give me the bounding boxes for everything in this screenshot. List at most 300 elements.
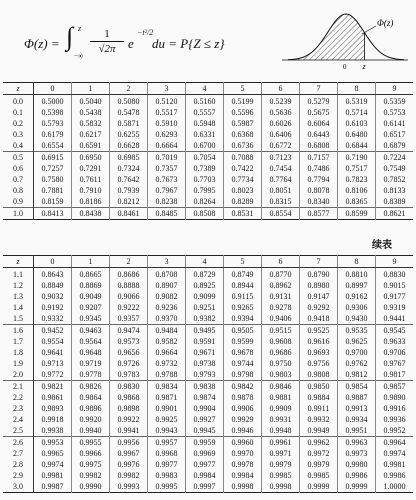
table-cell: 0.9838 — [186, 381, 224, 393]
table-cell: 0.6217 — [72, 129, 110, 140]
table-cell: 0.9948 — [262, 425, 300, 437]
table-cell: 0.9656 — [110, 347, 148, 358]
table-row — [3, 129, 413, 140]
table-cell: 0.8051 — [262, 185, 300, 196]
table-cell: 0.7517 — [338, 163, 376, 174]
table-cell: 0.9812 — [338, 369, 376, 381]
table-row — [3, 196, 413, 208]
table-cell: 0.5793 — [34, 118, 72, 129]
table-cell: 0.9370 — [148, 313, 186, 325]
table-cell: 0.9918 — [34, 414, 72, 425]
table-cell: 0.7357 — [148, 163, 186, 174]
table-cell: 0.9971 — [262, 448, 300, 459]
table-cell: 0.9525 — [300, 325, 338, 337]
fraction-denominator: √2π — [98, 43, 116, 55]
z-label: z — [362, 62, 366, 70]
table-cell: 0.7794 — [300, 174, 338, 185]
table-cell: 0.9990 — [72, 481, 110, 493]
table-cell: 0.9966 — [72, 448, 110, 459]
table-cell: 0.9803 — [262, 369, 300, 381]
table-cell: 0.9564 — [72, 336, 110, 347]
column-header-8: 8 — [338, 83, 376, 95]
table-cell: 0.9981 — [34, 470, 72, 481]
table-cell: 0.9452 — [34, 325, 72, 337]
table-row — [3, 358, 413, 369]
table-cell: 0.9830 — [110, 381, 148, 393]
hatched-area — [288, 14, 365, 60]
table-cell: 0.8729 — [186, 268, 224, 281]
table-cell: 0.9936 — [376, 414, 414, 425]
table-cell: 0.7611 — [72, 174, 110, 185]
table-cell: 0.9495 — [186, 325, 224, 337]
table-cell: 0.9394 — [224, 313, 262, 325]
table-row — [3, 481, 413, 493]
row-z-value: 2.7 — [3, 448, 34, 459]
table-cell: 0.8554 — [262, 208, 300, 220]
table-cell: 0.9515 — [262, 325, 300, 337]
table-cell: 0.9700 — [338, 347, 376, 358]
table-cell: 0.9278 — [262, 302, 300, 313]
table-cell: 0.9599 — [224, 336, 262, 347]
table-cell: 0.8770 — [262, 268, 300, 281]
table-cell: 0.8212 — [110, 196, 148, 208]
table-cell: 0.9049 — [72, 291, 110, 302]
table-cell: 0.9976 — [110, 459, 148, 470]
row-z-value: 1.7 — [3, 336, 34, 347]
table-cell: 0.6591 — [72, 140, 110, 152]
table-cell: 0.9929 — [224, 414, 262, 425]
table-cell: 0.9893 — [34, 403, 72, 414]
table-cell: 1.0000 — [376, 481, 414, 493]
table-cell: 0.9955 — [72, 437, 110, 449]
table-cell: 0.9941 — [110, 425, 148, 437]
table-cell: 0.9693 — [300, 347, 338, 358]
formula-rhs: du = P{Z ≤ z} — [152, 36, 225, 51]
column-header-5: 5 — [224, 256, 262, 268]
table-cell: 0.9965 — [34, 448, 72, 459]
column-header-7: 7 — [300, 83, 338, 95]
integral-lower-limit: −∞ — [74, 52, 83, 60]
table-cell: 0.7910 — [72, 185, 110, 196]
table-cell: 0.9671 — [186, 347, 224, 358]
row-z-value: 2.2 — [3, 392, 34, 403]
table-cell: 0.9842 — [224, 381, 262, 393]
table-cell: 0.9946 — [224, 425, 262, 437]
row-z-value: 1.9 — [3, 358, 34, 369]
table-cell: 0.8365 — [338, 196, 376, 208]
table-cell: 0.5987 — [224, 118, 262, 129]
table-cell: 0.6517 — [376, 129, 414, 140]
table-cell: 0.9904 — [186, 403, 224, 414]
column-header-8: 8 — [338, 256, 376, 268]
table-cell: 0.9850 — [300, 381, 338, 393]
table-cell: 0.8485 — [148, 208, 186, 220]
table-cell: 0.8643 — [34, 268, 72, 281]
table-cell: 0.9744 — [224, 358, 262, 369]
table-row — [3, 381, 413, 393]
table-cell: 0.9999 — [300, 481, 338, 493]
table-cell: 0.8830 — [376, 268, 414, 281]
table-cell: 0.7123 — [262, 152, 300, 164]
table-cell: 0.9968 — [148, 448, 186, 459]
table-cell: 0.5596 — [224, 107, 262, 118]
column-header-3: 3 — [148, 83, 186, 95]
table-row — [3, 174, 413, 185]
table-cell: 0.9963 — [338, 437, 376, 449]
table-cell: 0.9980 — [338, 459, 376, 470]
table-cell: 0.9251 — [186, 302, 224, 313]
table-cell: 0.9207 — [72, 302, 110, 313]
row-z-value: 1.4 — [3, 302, 34, 313]
table-cell: 0.9949 — [300, 425, 338, 437]
table-cell: 0.9916 — [376, 403, 414, 414]
table-cell: 0.9678 — [224, 347, 262, 358]
fraction-numerator: 1 — [90, 28, 124, 42]
row-z-value: 0.4 — [3, 140, 34, 152]
table-cell: 0.9871 — [148, 392, 186, 403]
table-cell: 0.9995 — [148, 481, 186, 493]
table-cell: 0.9922 — [110, 414, 148, 425]
column-header-5: 5 — [224, 83, 262, 95]
integral-sign: ∫ — [66, 22, 74, 51]
table-row — [3, 414, 413, 425]
table-cell: 0.9082 — [148, 291, 186, 302]
table-cell: 0.9960 — [224, 437, 262, 449]
table-cell: 0.5398 — [34, 107, 72, 118]
table-cell: 0.9719 — [72, 358, 110, 369]
table-cell: 0.9463 — [72, 325, 110, 337]
table-cell: 0.6331 — [186, 129, 224, 140]
table-row — [3, 347, 413, 358]
table-cell: 0.9970 — [224, 448, 262, 459]
row-z-value: 2.8 — [3, 459, 34, 470]
table-cell: 0.8869 — [72, 280, 110, 291]
table-row — [3, 470, 413, 481]
table-cell: 0.7642 — [110, 174, 148, 185]
table-cell: 0.8790 — [300, 268, 338, 281]
table-cell: 0.9998 — [262, 481, 300, 493]
table-cell: 0.9798 — [224, 369, 262, 381]
table-cell: 0.9952 — [376, 425, 414, 437]
table-cell: 0.5948 — [186, 118, 224, 129]
column-header-0: 0 — [34, 256, 72, 268]
table-cell: 0.9430 — [338, 313, 376, 325]
table-cell: 0.9505 — [224, 325, 262, 337]
table-cell: 0.7422 — [224, 163, 262, 174]
table-cell: 0.7257 — [34, 163, 72, 174]
table-cell: 0.8340 — [300, 196, 338, 208]
table-cell: 0.9972 — [300, 448, 338, 459]
table-cell: 0.9292 — [300, 302, 338, 313]
table-cell: 0.9826 — [72, 381, 110, 393]
table-cell: 0.8888 — [110, 280, 148, 291]
table-cell: 0.9999 — [338, 481, 376, 493]
table-cell: 0.8186 — [72, 196, 110, 208]
table-cell: 0.9974 — [34, 459, 72, 470]
row-z-value: 0.7 — [3, 174, 34, 185]
table-cell: 0.9906 — [224, 403, 262, 414]
table-cell: 0.9975 — [72, 459, 110, 470]
column-header-6: 6 — [262, 83, 300, 95]
table-cell: 0.9977 — [186, 459, 224, 470]
table-cell: 0.9608 — [262, 336, 300, 347]
table-cell: 0.9943 — [148, 425, 186, 437]
table-cell: 0.9726 — [110, 358, 148, 369]
table-row — [3, 392, 413, 403]
table-cell: 0.9861 — [34, 392, 72, 403]
table-cell: 0.7324 — [110, 163, 148, 174]
table-cell: 0.6700 — [186, 140, 224, 152]
table-cell: 0.9484 — [148, 325, 186, 337]
table-cell: 0.9306 — [338, 302, 376, 313]
table-cell: 0.5910 — [148, 118, 186, 129]
row-z-value: 0.6 — [3, 163, 34, 174]
table-cell: 0.9987 — [34, 481, 72, 493]
table-cell: 0.9762 — [338, 358, 376, 369]
column-header-4: 4 — [186, 256, 224, 268]
table-cell: 0.6064 — [300, 118, 338, 129]
table-cell: 0.9962 — [300, 437, 338, 449]
table-row — [3, 185, 413, 196]
column-header-2: 2 — [110, 83, 148, 95]
table-cell: 0.5239 — [262, 95, 300, 108]
table-cell: 0.5279 — [300, 95, 338, 108]
table-cell: 0.5714 — [338, 107, 376, 118]
axis-zero-label: 0 — [343, 63, 347, 70]
table-cell: 0.9945 — [186, 425, 224, 437]
table-cell: 0.9418 — [300, 313, 338, 325]
table-cell: 0.8023 — [224, 185, 262, 196]
table-row — [3, 107, 413, 118]
table-cell: 0.8264 — [186, 196, 224, 208]
table-cell: 0.9983 — [148, 470, 186, 481]
table-cell: 0.8997 — [338, 280, 376, 291]
table-cell: 0.9986 — [338, 470, 376, 481]
normal-table-part-1 — [3, 82, 413, 220]
normal-curve-figure — [280, 4, 410, 70]
column-header-1: 1 — [72, 83, 110, 95]
table-cell: 0.9099 — [186, 291, 224, 302]
row-z-value: 2.0 — [3, 369, 34, 381]
row-z-value: 2.5 — [3, 425, 34, 437]
table-cell: 0.9756 — [300, 358, 338, 369]
table-cell: 0.9808 — [300, 369, 338, 381]
table-cell: 0.9981 — [376, 459, 414, 470]
table-cell: 0.5832 — [72, 118, 110, 129]
table-cell: 0.7995 — [186, 185, 224, 196]
table-cell: 0.6443 — [300, 129, 338, 140]
table-cell: 0.7823 — [338, 174, 376, 185]
table-cell: 0.9985 — [300, 470, 338, 481]
fraction — [90, 28, 124, 57]
table-cell: 0.5359 — [376, 95, 414, 108]
table-cell: 0.9967 — [110, 448, 148, 459]
table-cell: 0.6368 — [224, 129, 262, 140]
row-z-value: 0.8 — [3, 185, 34, 196]
table-cell: 0.9864 — [72, 392, 110, 403]
table-cell: 0.9115 — [224, 291, 262, 302]
table-cell: 0.9959 — [186, 437, 224, 449]
table-cell: 0.7764 — [262, 174, 300, 185]
table-cell: 0.8907 — [148, 280, 186, 291]
table-cell: 0.7881 — [34, 185, 72, 196]
table-cell: 0.5438 — [72, 107, 110, 118]
table-cell: 0.6293 — [148, 129, 186, 140]
table-cell: 0.9664 — [148, 347, 186, 358]
table-cell: 0.7967 — [148, 185, 186, 196]
table-row — [3, 403, 413, 414]
row-z-value: 0.1 — [3, 107, 34, 118]
table-row — [3, 280, 413, 291]
column-header-0: 0 — [34, 83, 72, 95]
column-header-9: 9 — [376, 256, 414, 268]
column-header-1: 1 — [72, 256, 110, 268]
row-z-value: 2.1 — [3, 381, 34, 393]
column-header-3: 3 — [148, 256, 186, 268]
table-cell: 0.6255 — [110, 129, 148, 140]
table-cell: 0.9978 — [224, 459, 262, 470]
table-cell: 0.9984 — [224, 470, 262, 481]
table-cell: 0.9854 — [338, 381, 376, 393]
table-cell: 0.7019 — [148, 152, 186, 164]
table-cell: 0.8413 — [34, 208, 72, 220]
table-cell: 0.9772 — [34, 369, 72, 381]
table-cell: 0.9997 — [186, 481, 224, 493]
table-cell: 0.9940 — [72, 425, 110, 437]
row-z-value: 0.0 — [3, 95, 34, 108]
table-cell: 0.9265 — [224, 302, 262, 313]
table-cell: 0.7054 — [186, 152, 224, 164]
table-cell: 0.9319 — [376, 302, 414, 313]
phi-leader-line — [362, 26, 376, 34]
table-cell: 0.9951 — [338, 425, 376, 437]
table-row — [3, 163, 413, 174]
table-cell: 0.9986 — [376, 470, 414, 481]
table-cell: 0.9767 — [376, 358, 414, 369]
table-cell: 0.9932 — [300, 414, 338, 425]
table-cell: 0.8925 — [186, 280, 224, 291]
table-cell: 0.9977 — [148, 459, 186, 470]
table-row — [3, 291, 413, 302]
table-cell: 0.8438 — [72, 208, 110, 220]
table-cell: 0.9874 — [186, 392, 224, 403]
table-cell: 0.6026 — [262, 118, 300, 129]
table-cell: 0.9857 — [376, 381, 414, 393]
cdf-formula — [16, 24, 256, 64]
table-cell: 0.9783 — [110, 369, 148, 381]
table-cell: 0.9896 — [72, 403, 110, 414]
table-row — [3, 152, 413, 164]
table-cell: 0.5557 — [186, 107, 224, 118]
column-header-4: 4 — [186, 83, 224, 95]
table-cell: 0.9887 — [338, 392, 376, 403]
table-cell: 0.6628 — [110, 140, 148, 152]
table-cell: 0.9927 — [186, 414, 224, 425]
table-cell: 0.9345 — [72, 313, 110, 325]
table-cell: 0.9868 — [110, 392, 148, 403]
table-cell: 0.8665 — [72, 268, 110, 281]
table-cell: 0.6103 — [338, 118, 376, 129]
table-cell: 0.8133 — [376, 185, 414, 196]
table-cell: 0.9554 — [34, 336, 72, 347]
table-cell: 0.8749 — [224, 268, 262, 281]
row-z-value: 0.3 — [3, 129, 34, 140]
table-cell: 0.9953 — [34, 437, 72, 449]
table-row — [3, 302, 413, 313]
table-cell: 0.9931 — [262, 414, 300, 425]
table-cell: 0.8106 — [338, 185, 376, 196]
table-cell: 0.7703 — [186, 174, 224, 185]
table-cell: 0.9706 — [376, 347, 414, 358]
table-cell: 0.8531 — [224, 208, 262, 220]
table-cell: 0.6141 — [376, 118, 414, 129]
row-z-value: 2.9 — [3, 470, 34, 481]
table-cell: 0.8599 — [338, 208, 376, 220]
table-cell: 0.9625 — [338, 336, 376, 347]
table-cell: 0.9778 — [72, 369, 110, 381]
table-cell: 0.8289 — [224, 196, 262, 208]
table-cell: 0.9192 — [34, 302, 72, 313]
table-cell: 0.7291 — [72, 163, 110, 174]
table-cell: 0.8962 — [262, 280, 300, 291]
table-cell: 0.5040 — [72, 95, 110, 108]
table-cell: 0.7088 — [224, 152, 262, 164]
table-cell: 0.9961 — [262, 437, 300, 449]
table-cell: 0.9890 — [376, 392, 414, 403]
table-cell: 0.9793 — [186, 369, 224, 381]
table-cell: 0.9913 — [338, 403, 376, 414]
table-cell: 0.5517 — [148, 107, 186, 118]
row-z-value: 2.4 — [3, 414, 34, 425]
row-z-value: 1.3 — [3, 291, 34, 302]
table-cell: 0.9911 — [300, 403, 338, 414]
table-cell: 0.5199 — [224, 95, 262, 108]
row-z-value: 1.5 — [3, 313, 34, 325]
table-cell: 0.5636 — [262, 107, 300, 118]
table-cell: 0.9788 — [148, 369, 186, 381]
row-z-value: 0.9 — [3, 196, 34, 208]
table-cell: 0.5675 — [300, 107, 338, 118]
table-cell: 0.8508 — [186, 208, 224, 220]
table-cell: 0.9441 — [376, 313, 414, 325]
table-cell: 0.9979 — [262, 459, 300, 470]
table-header-row — [3, 83, 413, 95]
table-cell: 0.6985 — [110, 152, 148, 164]
table-cell: 0.8944 — [224, 280, 262, 291]
table-cell: 0.6480 — [338, 129, 376, 140]
table-cell: 0.6406 — [262, 129, 300, 140]
table-cell: 0.8315 — [262, 196, 300, 208]
table-row — [3, 425, 413, 437]
table-cell: 0.5160 — [186, 95, 224, 108]
table-cell: 0.9920 — [72, 414, 110, 425]
table-cell: 0.9236 — [148, 302, 186, 313]
table-cell: 0.9382 — [186, 313, 224, 325]
table-cell: 0.9934 — [338, 414, 376, 425]
table-cell: 0.9738 — [186, 358, 224, 369]
row-z-value: 1.1 — [3, 268, 34, 281]
table-cell: 0.8461 — [110, 208, 148, 220]
table-cell: 0.9834 — [148, 381, 186, 393]
table-cell: 0.8078 — [300, 185, 338, 196]
column-header-7: 7 — [300, 256, 338, 268]
row-z-value: 1.6 — [3, 325, 34, 337]
table-cell: 0.6844 — [338, 140, 376, 152]
table-cell: 0.9750 — [262, 358, 300, 369]
column-header-z: z — [3, 256, 34, 268]
table-cell: 0.6808 — [300, 140, 338, 152]
table-cell: 0.5871 — [110, 118, 148, 129]
